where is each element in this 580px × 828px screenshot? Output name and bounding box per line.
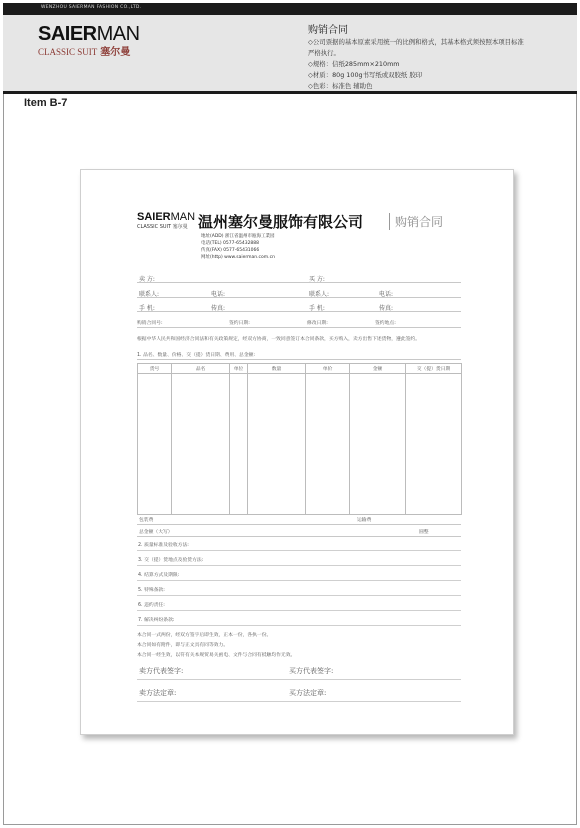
brand-name-bold: SAIER (38, 23, 97, 45)
seller-fax-label: 传真: (211, 305, 226, 312)
column-header: 单价 (306, 364, 350, 374)
goods-table (137, 363, 462, 515)
item-label: Item B-7 (24, 97, 68, 109)
rmb-label: 圆整 (419, 530, 429, 535)
table-cell (230, 374, 248, 515)
table-cell (248, 374, 306, 515)
spec-line: ◇色彩：标准色 辅助色 (308, 82, 373, 90)
contract-paper (80, 169, 514, 735)
clause-row (137, 597, 461, 611)
seal-row (137, 682, 461, 702)
table-row (138, 374, 462, 515)
seller-mobile-label: 手 机: (139, 305, 155, 312)
brand-subtitle (38, 43, 130, 58)
contact-line: 网址(http) www.saierman.com.cn (201, 255, 275, 260)
spec-title: 购销合同 (308, 25, 348, 36)
seller-signature-label: 卖方代表签字: (139, 667, 184, 675)
total-row (137, 527, 461, 537)
contact-line: 电话(TEL) 0577-65432888 (201, 241, 260, 246)
contact-line: 传真(FAX) 0577-65431066 (201, 248, 260, 253)
party-row (137, 273, 461, 283)
spec-line: 严格执行。 (308, 49, 340, 57)
clause-text: 3. 交（提）货地点及验货方法: (138, 558, 204, 563)
buyer-contact-label: 联系人: (309, 291, 330, 298)
seller-contact-label: 联系人: (139, 291, 160, 298)
clause-row (137, 612, 461, 626)
column-header: 数量 (248, 364, 306, 374)
buyer-mobile-label: 手 机: (309, 305, 325, 312)
column-header: 交（提）货日期 (406, 364, 462, 374)
brand-sub-en: CLASSIC SUIT (38, 47, 98, 57)
spec-line: ◇公司票据的基本原素采用统一的比例和格式，其基本格式须按照本项目标准 (308, 38, 524, 46)
seller-seal-label: 卖方法定章: (139, 689, 177, 697)
meta-row (137, 318, 461, 328)
seller-phone-label: 电话: (211, 291, 226, 298)
clause-row (137, 537, 461, 551)
seller-label: 卖 方: (139, 276, 155, 283)
shipping-fee-label: 运输费 (357, 518, 372, 523)
document-title: 购销合同 (389, 213, 443, 230)
clause-text: 7. 解决纠纷条款: (138, 618, 175, 623)
clause-text: 2. 质量标准及验收方法: (138, 543, 189, 548)
fees-row (137, 515, 461, 525)
clause-text: 5. 特殊条款: (138, 588, 165, 593)
spec-line: ◇规格：信纸285mm×210mm (308, 60, 400, 68)
column-header: 金额 (350, 364, 406, 374)
buyer-seal-label: 买方法定章: (289, 689, 327, 697)
sign-date-label: 签约日期: (229, 321, 250, 326)
paper-logo-bold: SAIER (137, 211, 171, 223)
clause-1-text: 1. 品名、数量、价格、交（提）货日期、费用、总金额: (137, 353, 256, 358)
spec-line: ◇材质：80g 100g书写纸或双胶纸 胶印 (308, 71, 423, 79)
contact-line: 地址(ADD) 浙江省温州市瓯海工業园 (201, 234, 275, 239)
table-header-row (138, 364, 462, 374)
brand-sub-cn: 塞尔曼 (100, 47, 131, 58)
table-cell (306, 374, 350, 515)
table-cell (406, 374, 462, 515)
signature-row (137, 660, 461, 680)
buyer-label: 买 方: (309, 276, 325, 283)
brand-name-thin: MAN (96, 23, 140, 45)
clause-text: 4. 结算方式及期限: (138, 573, 180, 578)
clause-row (137, 567, 461, 581)
paper-logo-sub: CLASSIC SUIT 塞尔曼 (137, 224, 188, 230)
modify-date-label: 修改日期: (307, 321, 328, 326)
top-bar (3, 3, 577, 15)
clause-row (137, 552, 461, 566)
paper-logo (137, 212, 195, 223)
spec-list (308, 37, 566, 92)
party-row (137, 302, 461, 312)
clause-1-row (137, 350, 461, 360)
column-header: 货号 (138, 364, 172, 374)
brand-logo (38, 24, 140, 44)
note-line: 本合同一式两份，经双方签字后即生效，正本一份，各执一份。 (137, 633, 272, 638)
top-bar-text: WENZHOU SAIERMAN FASHION CO.,LTD. (41, 5, 142, 10)
buyer-fax-label: 传真: (379, 305, 394, 312)
total-amount-label: 总金额（大写） (139, 530, 173, 535)
column-header: 单位 (230, 364, 248, 374)
intro-text: 根据中华人民共和国经济合同法和有关政策规定，经双方协商，一致同意签订本合同条款，买方购入，卖方出售下述货物，遵此签约。 (137, 337, 421, 342)
contract-no-label: 购销合同号: (137, 321, 163, 326)
clause-row (137, 582, 461, 596)
column-header: 品名 (172, 364, 230, 374)
buyer-phone-label: 电话: (379, 291, 394, 298)
contact-block (201, 233, 275, 261)
note-line: 本合同一经生效，以符有关本规贸易关函电、文件与合同有抵触均作无效。 (137, 653, 296, 658)
table-cell (138, 374, 172, 515)
note-line: 本合同如有附件，即与正文具有同等效力。 (137, 643, 229, 648)
company-name: 温州塞尔曼服饰有限公司 (198, 213, 364, 231)
table-cell (172, 374, 230, 515)
buyer-signature-label: 买方代表签字: (289, 667, 334, 675)
party-row (137, 288, 461, 298)
sign-place-label: 签约地点: (375, 321, 396, 326)
clause-text: 6. 违约责任: (138, 603, 165, 608)
table-cell (350, 374, 406, 515)
paper-logo-thin: MAN (170, 211, 196, 223)
packing-fee-label: 包装费 (139, 518, 154, 523)
intro-row (137, 334, 461, 344)
